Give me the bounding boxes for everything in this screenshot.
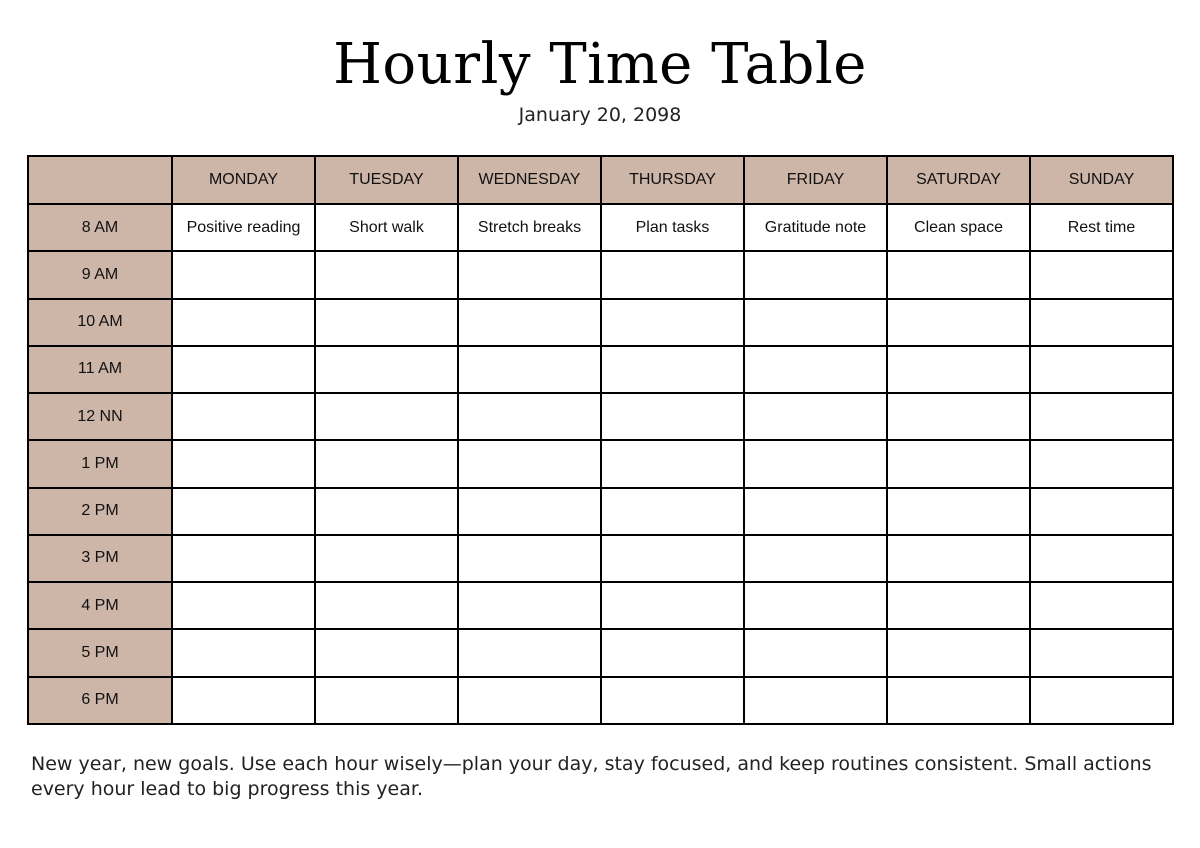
time-label: 10 AM (28, 299, 172, 346)
schedule-cell[interactable]: Clean space (887, 204, 1030, 251)
schedule-cell[interactable] (887, 299, 1030, 346)
time-label: 9 AM (28, 251, 172, 298)
table-row (28, 629, 1173, 676)
schedule-cell[interactable] (601, 488, 744, 535)
table-row (28, 251, 1173, 298)
schedule-cell[interactable] (1030, 251, 1173, 298)
schedule-cell[interactable] (315, 393, 458, 440)
time-label: 3 PM (28, 535, 172, 582)
day-header-monday: MONDAY (172, 156, 315, 204)
schedule-cell[interactable] (1030, 582, 1173, 629)
schedule-cell[interactable] (601, 393, 744, 440)
schedule-cell[interactable] (887, 440, 1030, 487)
schedule-cell[interactable]: Positive reading (172, 204, 315, 251)
schedule-cell[interactable] (1030, 346, 1173, 393)
day-header-tuesday: TUESDAY (315, 156, 458, 204)
schedule-cell[interactable] (887, 535, 1030, 582)
time-label: 8 AM (28, 204, 172, 251)
schedule-cell[interactable] (458, 393, 601, 440)
schedule-cell[interactable] (172, 299, 315, 346)
schedule-cell[interactable] (601, 251, 744, 298)
schedule-cell[interactable] (744, 535, 887, 582)
schedule-cell[interactable] (744, 629, 887, 676)
table-row (28, 488, 1173, 535)
schedule-cell[interactable] (315, 677, 458, 724)
schedule-cell[interactable] (887, 629, 1030, 676)
schedule-cell[interactable] (1030, 629, 1173, 676)
schedule-cell[interactable] (172, 535, 315, 582)
schedule-cell[interactable] (601, 629, 744, 676)
day-header-friday: FRIDAY (744, 156, 887, 204)
schedule-cell[interactable] (744, 440, 887, 487)
table-row (28, 582, 1173, 629)
schedule-cell[interactable] (315, 299, 458, 346)
schedule-cell[interactable]: Gratitude note (744, 204, 887, 251)
schedule-cell[interactable] (1030, 393, 1173, 440)
schedule-cell[interactable] (458, 677, 601, 724)
day-header-wednesday: WEDNESDAY (458, 156, 601, 204)
schedule-cell[interactable] (887, 488, 1030, 535)
schedule-cell[interactable]: Plan tasks (601, 204, 744, 251)
time-label: 11 AM (28, 346, 172, 393)
time-label: 5 PM (28, 629, 172, 676)
schedule-cell[interactable] (172, 488, 315, 535)
schedule-cell[interactable] (601, 582, 744, 629)
schedule-cell[interactable] (172, 346, 315, 393)
schedule-cell[interactable] (458, 251, 601, 298)
schedule-cell[interactable] (744, 582, 887, 629)
table-row (28, 346, 1173, 393)
day-header-saturday: SATURDAY (887, 156, 1030, 204)
schedule-cell[interactable] (887, 346, 1030, 393)
date-subtitle: January 20, 2098 (518, 104, 682, 126)
schedule-cell[interactable] (315, 251, 458, 298)
footer-note: New year, new goals. Use each hour wisely—plan your day, stay focused, and keep routines consistent. Small actions every hour lead to big progress this year. (31, 753, 1152, 800)
schedule-cell[interactable] (744, 677, 887, 724)
time-label: 1 PM (28, 440, 172, 487)
schedule-cell[interactable]: Short walk (315, 204, 458, 251)
schedule-cell[interactable] (1030, 299, 1173, 346)
schedule-cell[interactable] (172, 251, 315, 298)
schedule-cell[interactable] (601, 346, 744, 393)
schedule-cell[interactable] (315, 440, 458, 487)
schedule-cell[interactable]: Rest time (1030, 204, 1173, 251)
day-header-thursday: THURSDAY (601, 156, 744, 204)
schedule-cell[interactable] (744, 251, 887, 298)
schedule-cell[interactable] (458, 346, 601, 393)
table-row (28, 393, 1173, 440)
schedule-cell[interactable] (1030, 440, 1173, 487)
schedule-cell[interactable] (887, 251, 1030, 298)
schedule-cell[interactable] (315, 629, 458, 676)
schedule-cell[interactable] (1030, 535, 1173, 582)
schedule-cell[interactable] (172, 393, 315, 440)
table-row (28, 299, 1173, 346)
schedule-cell[interactable] (315, 488, 458, 535)
schedule-cell[interactable] (744, 299, 887, 346)
schedule-cell[interactable] (172, 582, 315, 629)
day-header-sunday: SUNDAY (1030, 156, 1173, 204)
schedule-cell[interactable] (887, 582, 1030, 629)
schedule-cell[interactable] (315, 582, 458, 629)
schedule-cell[interactable] (601, 677, 744, 724)
schedule-cell[interactable] (601, 535, 744, 582)
time-label: 12 NN (28, 393, 172, 440)
time-label: 4 PM (28, 582, 172, 629)
schedule-cell[interactable] (887, 393, 1030, 440)
schedule-cell[interactable] (458, 488, 601, 535)
schedule-cell[interactable] (458, 535, 601, 582)
time-label: 2 PM (28, 488, 172, 535)
schedule-cell[interactable] (458, 582, 601, 629)
page-title: Hourly Time Table (333, 32, 867, 97)
schedule-cell[interactable] (1030, 677, 1173, 724)
schedule-cell[interactable] (458, 629, 601, 676)
timetable (27, 155, 1174, 725)
schedule-cell[interactable] (601, 299, 744, 346)
time-label: 6 PM (28, 677, 172, 724)
schedule-cell[interactable] (744, 346, 887, 393)
schedule-cell[interactable] (172, 677, 315, 724)
corner-cell (28, 156, 172, 204)
schedule-cell[interactable] (458, 299, 601, 346)
schedule-cell[interactable] (315, 346, 458, 393)
schedule-cell[interactable] (601, 440, 744, 487)
schedule-cell[interactable] (1030, 488, 1173, 535)
schedule-cell[interactable] (172, 440, 315, 487)
table-row (28, 204, 1173, 251)
table-row (28, 677, 1173, 724)
schedule-cell[interactable] (744, 393, 887, 440)
table-row (28, 535, 1173, 582)
table-row (28, 440, 1173, 487)
schedule-cell[interactable] (458, 440, 601, 487)
schedule-cell[interactable]: Stretch breaks (458, 204, 601, 251)
header-row (28, 156, 1173, 204)
schedule-cell[interactable] (315, 535, 458, 582)
schedule-cell[interactable] (744, 488, 887, 535)
schedule-cell[interactable] (172, 629, 315, 676)
schedule-cell[interactable] (887, 677, 1030, 724)
